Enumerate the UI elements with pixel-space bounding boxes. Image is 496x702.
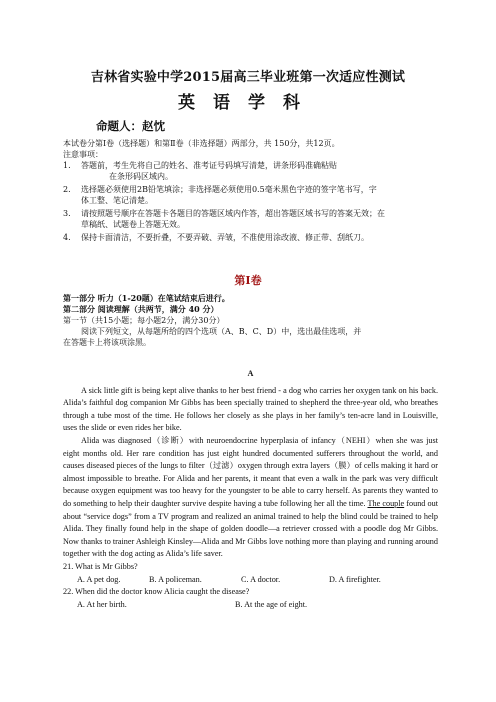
option-a: A. A pet dog. — [77, 574, 121, 584]
option-b: B. At the age of eight. — [235, 599, 308, 609]
note-item — [63, 160, 438, 182]
notes-title: 注意事项： — [63, 150, 103, 159]
section-info — [63, 293, 438, 348]
author-line: 命题人：赵忱 — [96, 119, 165, 133]
question-stem: 21. What is Mr Gibbs? — [63, 561, 138, 571]
option-c: C. A doctor. — [241, 574, 281, 584]
passage-paragraph — [63, 435, 438, 561]
note-number: 2. — [63, 185, 71, 194]
note-text: 请按照题号顺序在答题卡各题目的答题区域内作答，超出答题区域书写的答案无效；在 — [81, 209, 385, 218]
note-text: 答题前，考生先将自己的姓名、准考证号码填写清楚，讲条形码准确粘贴 — [81, 161, 337, 170]
instructions-block — [63, 138, 438, 243]
option-d: D. A firefighter. — [329, 574, 381, 584]
question-options — [63, 574, 438, 587]
volume-heading: 第Ⅰ卷 — [234, 274, 262, 287]
note-number: 1. — [63, 161, 71, 170]
option-a: A. At her birth. — [77, 599, 127, 609]
instruction-line: 阅读下列短文，从每题所给的四个选项（A、B、C、D）中，选出最佳选项，并 — [81, 327, 362, 336]
passage-label: A — [247, 369, 254, 378]
note-continuation: 在条形码区域内。 — [109, 172, 173, 181]
note-continuation: 体工整、笔记清楚。 — [81, 196, 153, 205]
intro-line: 本试卷分第Ⅰ卷（选择题）和第Ⅱ卷（非选择题）两部分，共 150分，共12页。 — [63, 139, 340, 148]
note-item — [63, 184, 438, 206]
note-text: 选择题必须使用2B铅笔填涂；非选择题必须使用0.5毫米黑色字迹的签字笔书写，字 — [81, 185, 377, 194]
note-text: 保持卡面清洁，不要折叠，不要弄破、弄皱，不准使用涂改液、修正带、刮纸刀。 — [81, 233, 369, 242]
paragraph-text: Alida was diagnosed（诊断）with neuroendocrine hyperplasia of infancy（NEHI）when she was just eight months old. Her rare condition has just eight hundred documented sufferers throughout the world, and causes diseased pieces of the lungs to filter（过滤）oxygen through extra layers（膜）of cells making it hard or almost impossible to breathe. For Alida and her parents, it meant that even a walk in the park was very difficult because oxygen equipment was too heavy for the youngster to be able to carry herself. As parents they wanted to do something to help their daughter survive despite having a tube following her all the time. — [63, 435, 438, 508]
paragraph-text: found out about “service dogs” from a TV program and realized an animal trained to help the blind could be trained to help Alida. They finally found help in the shape of golden doodle—a retriever crossed with a poodle dog Mr Gibbs. Now thanks to trainer Ashleigh Kinsley—Alida and Mr Gibbs love nothing more than playing and running around together with the dog acting as Alida’s life saver. — [63, 498, 438, 559]
question-stem: 22. When did the doctor know Alicia caught the disease? — [63, 587, 250, 597]
note-number: 3. — [63, 209, 71, 218]
note-item — [63, 208, 438, 230]
note-continuation: 草稿纸、试题卷上答题无效。 — [81, 220, 185, 229]
instruction-line: 在答题卡上将该项涂黑。 — [63, 338, 151, 347]
part2-heading: 第二部分 阅读理解（共两节，满分 40 分） — [63, 304, 219, 314]
note-number: 4. — [63, 233, 71, 242]
exam-title: 吉林省实验中学2015届高三毕业班第一次适应性测试 — [90, 70, 406, 85]
part1-heading: 第一部分 听力（1-20题）在笔试结束后进行。 — [63, 293, 230, 303]
subject-title: 英语学科 — [178, 93, 318, 113]
option-b: B. A policeman. — [149, 574, 202, 584]
passage-paragraph: A sick little gift is being kept alive thanks to her best friend - a dog who carries her oxygen tank on his back. Alida’s faithful dog companion Mr Gibbs has been specially trained to shepherd the three-year old, who breathes through a tube most of the time. He follows her closely as she plays in her family’s ten-acre land in Louisville, uses the slide or even rides her bike. — [63, 385, 438, 433]
underlined-phrase: The couple — [367, 498, 405, 508]
reading-passage — [63, 368, 438, 611]
note-item — [63, 232, 438, 243]
question-options — [63, 599, 438, 612]
section1-heading: 第一节（共15小题；每小题2分，满分30分） — [63, 316, 225, 325]
